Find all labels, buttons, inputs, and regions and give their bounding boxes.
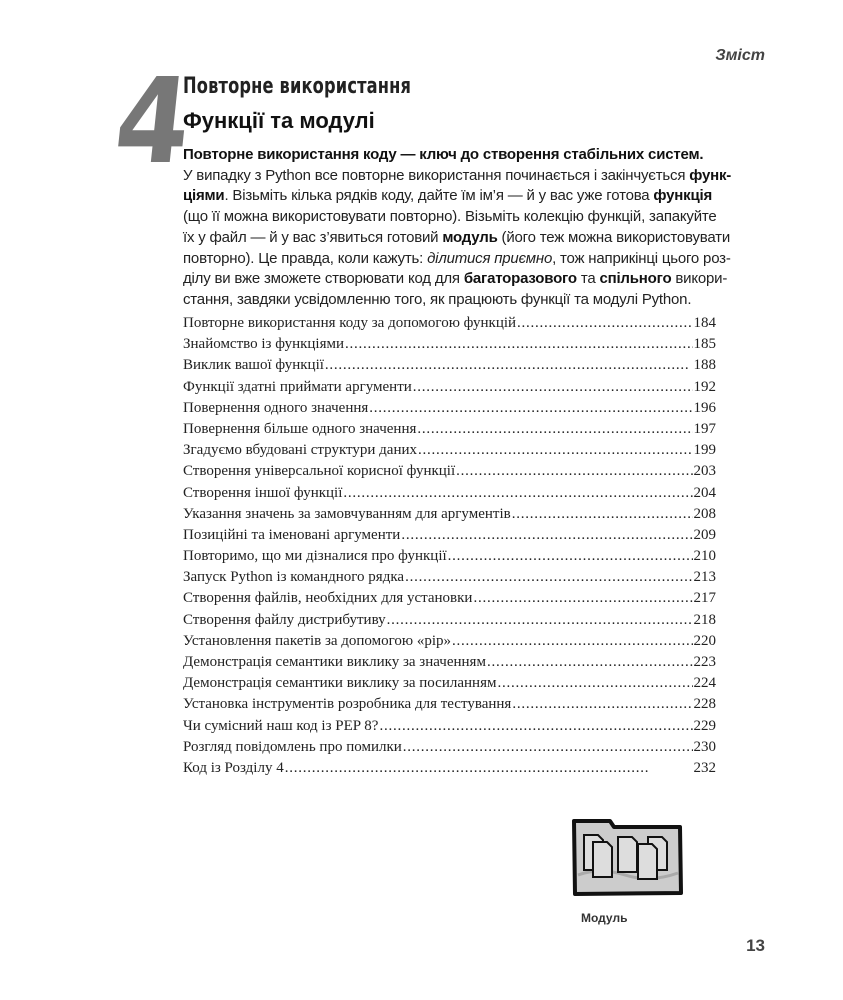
toc-leader-dots [325, 357, 693, 374]
toc-leader-dots [285, 760, 693, 777]
intro-line [183, 145, 731, 166]
toc-entry[interactable] [183, 548, 716, 569]
bold-text: функ- [689, 166, 732, 184]
toc-entry-page: 203 [693, 463, 716, 480]
intro-line [183, 228, 731, 249]
toc-leader-dots [517, 315, 692, 332]
text: викори- [671, 270, 728, 288]
bold-text: модуль [442, 228, 498, 246]
toc-entry-title: Повторимо, що ми дізналися про функції [183, 548, 447, 565]
toc-entry-title: Створення іншої функції [183, 484, 343, 501]
toc-leader-dots [448, 548, 693, 565]
toc-leader-dots [405, 569, 692, 586]
toc-entry-page: 228 [693, 696, 716, 713]
bold-text: багаторазового [463, 270, 577, 288]
text: стання, завдяки усвідомленню того, як працюють функції та модулі Python. [183, 290, 692, 308]
toc-entry[interactable] [183, 590, 716, 611]
text: У випадку з Python все повторне використання починається і закінчується [183, 166, 690, 184]
toc-entry-page: 192 [693, 378, 716, 395]
toc-entry-title: Демонстрація семантики виклику за значенням [183, 654, 486, 670]
toc-entry-page: 199 [693, 442, 716, 459]
toc-entry[interactable] [183, 760, 716, 781]
toc-entry[interactable] [183, 336, 716, 357]
text: . Візьміть кілька рядків коду, дайте їм ім’я — й у вас уже готова [224, 187, 654, 205]
bold-text: функція [653, 187, 712, 205]
toc-entry-title: Установка інструментів розробника для тестування [183, 696, 512, 713]
toc-entry[interactable] [183, 654, 716, 675]
text: та [576, 270, 600, 288]
toc-entry-page: 230 [693, 738, 716, 755]
toc-entry-page: 220 [693, 632, 716, 649]
chapter-intro [183, 145, 731, 311]
folder-with-files-icon [570, 815, 685, 897]
chapter-subtitle: Функції та модулі [183, 108, 375, 133]
toc-entry-title: Код із Розділу 4 [183, 759, 284, 776]
toc-entry-page: 209 [693, 526, 716, 543]
toc-entry[interactable] [183, 739, 716, 760]
toc-entry-title: Демонстрація семантики виклику за посиланням [183, 675, 497, 692]
toc-entry[interactable] [183, 357, 716, 378]
toc-entry-page: 196 [693, 399, 716, 416]
toc-entry-page: 218 [693, 611, 716, 628]
page-number: 13 [746, 936, 765, 955]
toc-entry-title: Функції здатні приймати аргументи [183, 378, 412, 395]
italic-text: ділитися приємно [427, 249, 553, 267]
toc-entry-page: 213 [693, 569, 716, 586]
toc-leader-dots [413, 379, 693, 396]
toc-leader-dots [452, 633, 692, 650]
intro-line [183, 207, 731, 228]
intro-line [183, 166, 731, 187]
section-header: Зміст [715, 47, 765, 64]
bold-text: ціями [183, 187, 225, 205]
toc-entry-page: 232 [693, 759, 716, 776]
toc-entry[interactable] [183, 718, 716, 739]
toc-entry[interactable] [183, 463, 716, 484]
toc-entry[interactable] [183, 485, 716, 506]
toc-entry-page: 223 [693, 654, 716, 670]
table-of-contents [183, 315, 716, 781]
chapter-title: Повторне використання [183, 74, 412, 99]
toc-entry[interactable] [183, 379, 716, 400]
toc-leader-dots [487, 654, 693, 671]
intro-line [183, 269, 731, 290]
text: , тож наприкінці цього роз- [552, 249, 731, 267]
toc-entry-title: Розгляд повідомлень про помилки [183, 738, 402, 755]
toc-entry-page: 188 [693, 357, 716, 374]
toc-entry-title: Повторне використання коду за допомогою функцій [183, 315, 517, 331]
toc-entry[interactable] [183, 612, 716, 633]
toc-entry[interactable] [183, 633, 716, 654]
toc-entry-title: Чи сумісний наш код із PEP 8? [183, 717, 379, 734]
toc-entry-title: Згадуємо вбудовані структури даних [183, 442, 418, 459]
toc-entry-page: 217 [693, 590, 716, 607]
toc-entry-page: 229 [693, 717, 716, 734]
toc-leader-dots [473, 590, 692, 607]
toc-entry[interactable] [183, 506, 716, 527]
bold-text: Повторне використання коду — ключ до створення стабільних систем. [183, 146, 704, 163]
toc-entry[interactable] [183, 315, 716, 336]
toc-leader-dots [456, 463, 692, 480]
toc-entry-title: Повернення одного значення [183, 399, 369, 416]
toc-leader-dots [403, 739, 693, 756]
toc-entry-title: Виклик вашої функції [183, 357, 324, 374]
toc-entry-title: Запуск Python із командного рядка [183, 569, 405, 586]
toc-entry[interactable] [183, 527, 716, 548]
toc-entry-page: 208 [693, 505, 716, 522]
toc-leader-dots [387, 612, 693, 629]
intro-line [183, 290, 731, 311]
text: (його теж можна використовувати [497, 228, 731, 246]
intro-line [183, 249, 731, 270]
text: ділу ви вже зможете створювати код для [183, 270, 464, 288]
intro-line [183, 186, 731, 207]
toc-entry-title: Знайомство із функціями [183, 336, 344, 353]
toc-entry-page: 184 [693, 315, 716, 331]
toc-entry-title: Створення файлів, необхідних для установки [183, 590, 473, 607]
toc-leader-dots [401, 527, 692, 544]
toc-entry-page: 210 [693, 548, 716, 565]
illustration-caption: Модуль [581, 911, 628, 925]
toc-entry-page: 197 [693, 420, 716, 437]
toc-entry-page: 185 [693, 336, 716, 353]
toc-leader-dots [497, 675, 692, 692]
toc-entry-title: Указання значень за замовчуванням для аргументів [183, 505, 511, 522]
toc-leader-dots [343, 485, 692, 502]
toc-entry-title: Створення універсальної корисної функції [183, 463, 456, 480]
toc-entry-page: 204 [693, 484, 716, 501]
toc-entry-title: Позиційні та іменовані аргументи [183, 526, 401, 543]
toc-leader-dots [379, 718, 692, 735]
toc-entry[interactable] [183, 421, 716, 442]
toc-entry-title: Повернення більше одного значення [183, 420, 417, 437]
toc-entry[interactable] [183, 442, 716, 463]
chapter-number: 4 [108, 52, 198, 190]
toc-leader-dots [512, 506, 693, 523]
toc-entry[interactable] [183, 400, 716, 421]
toc-entry[interactable] [183, 569, 716, 590]
toc-leader-dots [345, 336, 693, 353]
text: (що її можна використовувати повторно). Візьміть колекцію функцій, запакуйте [183, 208, 717, 226]
toc-entry-page: 224 [693, 675, 716, 692]
text: повторно). Це правда, коли кажуть: [183, 249, 428, 267]
toc-leader-dots [418, 442, 692, 459]
toc-entry[interactable] [183, 675, 716, 696]
toc-leader-dots [512, 696, 692, 713]
toc-entry-title: Установлення пакетів за допомогою «pip» [183, 632, 452, 649]
toc-entry[interactable] [183, 696, 716, 717]
toc-leader-dots [417, 421, 692, 438]
bold-text: спільного [599, 270, 672, 288]
toc-entry-title: Створення файлу дистрибутиву [183, 611, 386, 628]
text: їх у файл — й у вас з’явиться готовий [183, 228, 443, 246]
toc-leader-dots [369, 400, 692, 417]
